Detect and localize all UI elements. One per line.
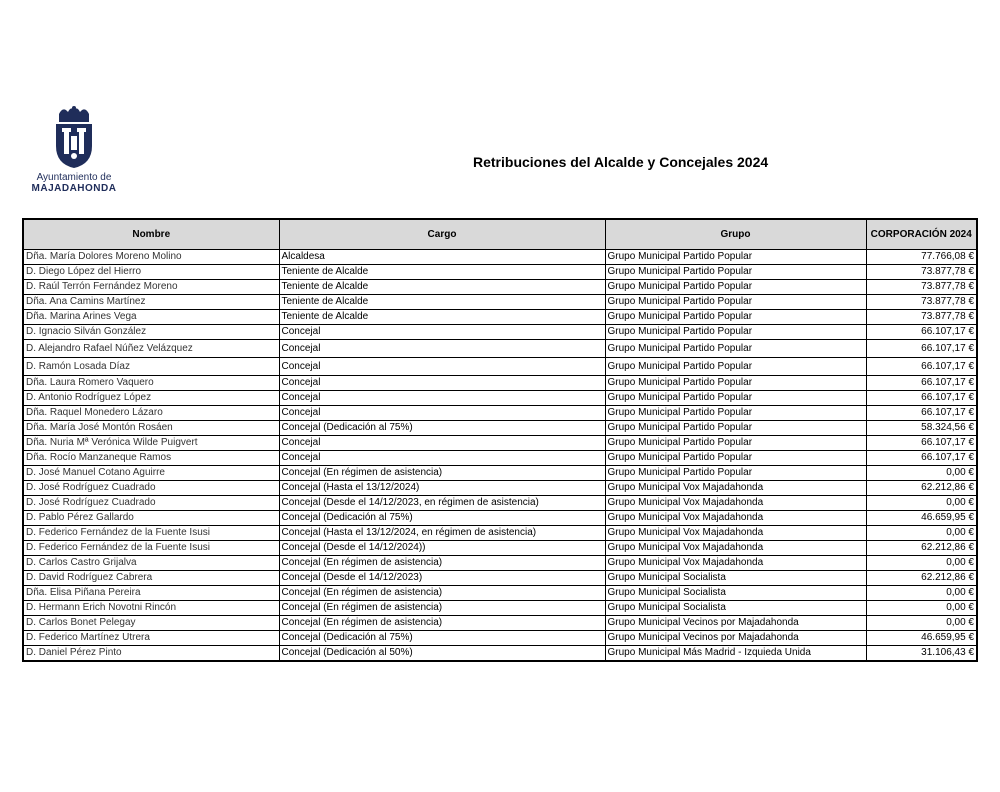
cell-nombre: D. Daniel Pérez Pinto bbox=[23, 646, 279, 662]
logo-line2: MAJADAHONDA bbox=[31, 183, 117, 194]
cell-corporacion: 0,00 € bbox=[866, 496, 977, 511]
cell-nombre: Dña. Marina Arines Vega bbox=[23, 310, 279, 325]
cell-grupo: Grupo Municipal Partido Popular bbox=[605, 280, 866, 295]
header-corporacion: CORPORACIÓN 2024 bbox=[866, 219, 977, 250]
cell-nombre: Dña. Rocío Manzaneque Ramos bbox=[23, 451, 279, 466]
cell-grupo: Grupo Municipal Vox Majadahonda bbox=[605, 541, 866, 556]
cell-cargo: Teniente de Alcalde bbox=[279, 295, 605, 310]
cell-corporacion: 46.659,95 € bbox=[866, 511, 977, 526]
cell-nombre: D. Raúl Terrón Fernández Moreno bbox=[23, 280, 279, 295]
cell-corporacion: 73.877,78 € bbox=[866, 310, 977, 325]
cell-nombre: Dña. Raquel Monedero Lázaro bbox=[23, 406, 279, 421]
cell-grupo: Grupo Municipal Vox Majadahonda bbox=[605, 556, 866, 571]
cell-cargo: Teniente de Alcalde bbox=[279, 265, 605, 280]
cell-grupo: Grupo Municipal Partido Popular bbox=[605, 436, 866, 451]
cell-corporacion: 77.766,08 € bbox=[866, 250, 977, 265]
cell-grupo: Grupo Municipal Partido Popular bbox=[605, 295, 866, 310]
table-row bbox=[23, 526, 977, 541]
cell-cargo: Alcaldesa bbox=[279, 250, 605, 265]
cell-cargo: Concejal bbox=[279, 406, 605, 421]
cell-nombre: D. Carlos Bonet Pelegay bbox=[23, 616, 279, 631]
cell-nombre: D. José Rodríguez Cuadrado bbox=[23, 481, 279, 496]
table-row bbox=[23, 325, 977, 340]
cell-grupo: Grupo Municipal Partido Popular bbox=[605, 376, 866, 391]
cell-nombre: D. Federico Fernández de la Fuente Isusi bbox=[23, 541, 279, 556]
cell-cargo: Concejal bbox=[279, 436, 605, 451]
cell-cargo: Concejal (Dedicación al 75%) bbox=[279, 631, 605, 646]
remuneration-table bbox=[22, 218, 978, 662]
table-row bbox=[23, 265, 977, 280]
table-row bbox=[23, 586, 977, 601]
cell-cargo: Concejal (Desde el 14/12/2023, en régimen de asistencia) bbox=[279, 496, 605, 511]
cell-grupo: Grupo Municipal Partido Popular bbox=[605, 391, 866, 406]
table-row bbox=[23, 481, 977, 496]
table-row bbox=[23, 406, 977, 421]
header-nombre: Nombre bbox=[23, 219, 279, 250]
cell-grupo: Grupo Municipal Partido Popular bbox=[605, 310, 866, 325]
cell-nombre: D. David Rodríguez Cabrera bbox=[23, 571, 279, 586]
cell-nombre: Dña. Elisa Piñana Pereira bbox=[23, 586, 279, 601]
table-row bbox=[23, 391, 977, 406]
cell-grupo: Grupo Municipal Vecinos por Majadahonda bbox=[605, 631, 866, 646]
cell-corporacion: 66.107,17 € bbox=[866, 358, 977, 376]
cell-grupo: Grupo Municipal Partido Popular bbox=[605, 325, 866, 340]
cell-corporacion: 31.106,43 € bbox=[866, 646, 977, 662]
cell-cargo: Concejal bbox=[279, 340, 605, 358]
cell-nombre: Dña. Ana Camins Martínez bbox=[23, 295, 279, 310]
cell-nombre: D. Carlos Castro Grijalva bbox=[23, 556, 279, 571]
cell-corporacion: 66.107,17 € bbox=[866, 436, 977, 451]
cell-cargo: Concejal (Hasta el 13/12/2024) bbox=[279, 481, 605, 496]
cell-nombre: D. Pablo Pérez Gallardo bbox=[23, 511, 279, 526]
page-title: Retribuciones del Alcalde y Concejales 2024 bbox=[473, 154, 769, 170]
cell-corporacion: 73.877,78 € bbox=[866, 265, 977, 280]
table-row bbox=[23, 466, 977, 481]
table-row bbox=[23, 421, 977, 436]
cell-nombre: D. Ramón Losada Díaz bbox=[23, 358, 279, 376]
cell-corporacion: 62.212,86 € bbox=[866, 541, 977, 556]
cell-cargo: Concejal bbox=[279, 325, 605, 340]
table-row bbox=[23, 511, 977, 526]
cell-corporacion: 66.107,17 € bbox=[866, 340, 977, 358]
cell-grupo: Grupo Municipal Vox Majadahonda bbox=[605, 496, 866, 511]
cell-cargo: Concejal (Desde el 14/12/2024)) bbox=[279, 541, 605, 556]
cell-nombre: Dña. Nuria Mª Verónica Wilde Puigvert bbox=[23, 436, 279, 451]
cell-grupo: Grupo Municipal Partido Popular bbox=[605, 358, 866, 376]
cell-corporacion: 66.107,17 € bbox=[866, 451, 977, 466]
header-cargo: Cargo bbox=[279, 219, 605, 250]
cell-corporacion: 73.877,78 € bbox=[866, 280, 977, 295]
cell-nombre: D. José Rodríguez Cuadrado bbox=[23, 496, 279, 511]
cell-corporacion: 66.107,17 € bbox=[866, 325, 977, 340]
cell-cargo: Teniente de Alcalde bbox=[279, 310, 605, 325]
cell-cargo: Concejal (En régimen de asistencia) bbox=[279, 466, 605, 481]
cell-corporacion: 62.212,86 € bbox=[866, 571, 977, 586]
cell-grupo: Grupo Municipal Partido Popular bbox=[605, 250, 866, 265]
cell-cargo: Concejal (En régimen de asistencia) bbox=[279, 601, 605, 616]
cell-corporacion: 73.877,78 € bbox=[866, 295, 977, 310]
cell-cargo: Concejal (En régimen de asistencia) bbox=[279, 586, 605, 601]
cell-nombre: D. Diego López del Hierro bbox=[23, 265, 279, 280]
cell-nombre: D. Alejandro Rafael Núñez Velázquez bbox=[23, 340, 279, 358]
cell-cargo: Concejal bbox=[279, 358, 605, 376]
logo-line1: Ayuntamiento de bbox=[36, 172, 112, 183]
cell-grupo: Grupo Municipal Partido Popular bbox=[605, 406, 866, 421]
cell-grupo: Grupo Municipal Partido Popular bbox=[605, 421, 866, 436]
cell-nombre: D. Hermann Erich Novotni Rincón bbox=[23, 601, 279, 616]
cell-cargo: Concejal (Dedicación al 75%) bbox=[279, 511, 605, 526]
table-row bbox=[23, 436, 977, 451]
cell-grupo: Grupo Municipal Socialista bbox=[605, 571, 866, 586]
cell-nombre: D. Federico Fernández de la Fuente Isusi bbox=[23, 526, 279, 541]
cell-grupo: Grupo Municipal Socialista bbox=[605, 586, 866, 601]
municipal-logo bbox=[22, 106, 126, 202]
cell-nombre: D. Antonio Rodríguez López bbox=[23, 391, 279, 406]
cell-grupo: Grupo Municipal Partido Popular bbox=[605, 451, 866, 466]
cell-cargo: Concejal (Dedicación al 50%) bbox=[279, 646, 605, 662]
cell-cargo: Concejal (Desde el 14/12/2023) bbox=[279, 571, 605, 586]
cell-cargo: Concejal bbox=[279, 391, 605, 406]
cell-cargo: Concejal bbox=[279, 376, 605, 391]
table-row bbox=[23, 646, 977, 662]
table-row bbox=[23, 358, 977, 376]
cell-grupo: Grupo Municipal Partido Popular bbox=[605, 340, 866, 358]
cell-grupo: Grupo Municipal Vecinos por Majadahonda bbox=[605, 616, 866, 631]
cell-nombre: Dña. Laura Romero Vaquero bbox=[23, 376, 279, 391]
cell-grupo: Grupo Municipal Partido Popular bbox=[605, 265, 866, 280]
table-row bbox=[23, 451, 977, 466]
cell-corporacion: 58.324,56 € bbox=[866, 421, 977, 436]
table-row bbox=[23, 310, 977, 325]
cell-grupo: Grupo Municipal Vox Majadahonda bbox=[605, 481, 866, 496]
cell-corporacion: 0,00 € bbox=[866, 616, 977, 631]
table-row bbox=[23, 295, 977, 310]
cell-corporacion: 0,00 € bbox=[866, 601, 977, 616]
table-row bbox=[23, 496, 977, 511]
table-row bbox=[23, 616, 977, 631]
table-row bbox=[23, 541, 977, 556]
cell-corporacion: 0,00 € bbox=[866, 586, 977, 601]
cell-grupo: Grupo Municipal Más Madrid - Izquieda Unida bbox=[605, 646, 866, 662]
cell-corporacion: 46.659,95 € bbox=[866, 631, 977, 646]
table-row bbox=[23, 280, 977, 295]
table-header-row bbox=[23, 219, 977, 250]
cell-corporacion: 66.107,17 € bbox=[866, 376, 977, 391]
cell-grupo: Grupo Municipal Vox Majadahonda bbox=[605, 526, 866, 541]
cell-nombre: D. Ignacio Silván González bbox=[23, 325, 279, 340]
table-row bbox=[23, 571, 977, 586]
cell-cargo: Concejal (Hasta el 13/12/2024, en régimen de asistencia) bbox=[279, 526, 605, 541]
cell-cargo: Concejal (Dedicación al 75%) bbox=[279, 421, 605, 436]
cell-grupo: Grupo Municipal Partido Popular bbox=[605, 466, 866, 481]
cell-cargo: Concejal (En régimen de asistencia) bbox=[279, 616, 605, 631]
cell-corporacion: 66.107,17 € bbox=[866, 391, 977, 406]
table-row bbox=[23, 340, 977, 358]
cell-cargo: Teniente de Alcalde bbox=[279, 280, 605, 295]
cell-nombre: Dña. María José Montón Rosáen bbox=[23, 421, 279, 436]
cell-nombre: Dña. María Dolores Moreno Molino bbox=[23, 250, 279, 265]
cell-grupo: Grupo Municipal Vox Majadahonda bbox=[605, 511, 866, 526]
table-row bbox=[23, 601, 977, 616]
cell-nombre: D. José Manuel Cotano Aguirre bbox=[23, 466, 279, 481]
cell-corporacion: 0,00 € bbox=[866, 466, 977, 481]
cell-cargo: Concejal (En régimen de asistencia) bbox=[279, 556, 605, 571]
cell-corporacion: 0,00 € bbox=[866, 526, 977, 541]
table-row bbox=[23, 556, 977, 571]
cell-corporacion: 66.107,17 € bbox=[866, 406, 977, 421]
table-row bbox=[23, 631, 977, 646]
coat-of-arms-icon bbox=[51, 106, 97, 170]
cell-grupo: Grupo Municipal Socialista bbox=[605, 601, 866, 616]
table-row bbox=[23, 376, 977, 391]
cell-nombre: D. Federico Martínez Utrera bbox=[23, 631, 279, 646]
table-row bbox=[23, 250, 977, 265]
cell-cargo: Concejal bbox=[279, 451, 605, 466]
header-grupo: Grupo bbox=[605, 219, 866, 250]
cell-corporacion: 0,00 € bbox=[866, 556, 977, 571]
cell-corporacion: 62.212,86 € bbox=[866, 481, 977, 496]
